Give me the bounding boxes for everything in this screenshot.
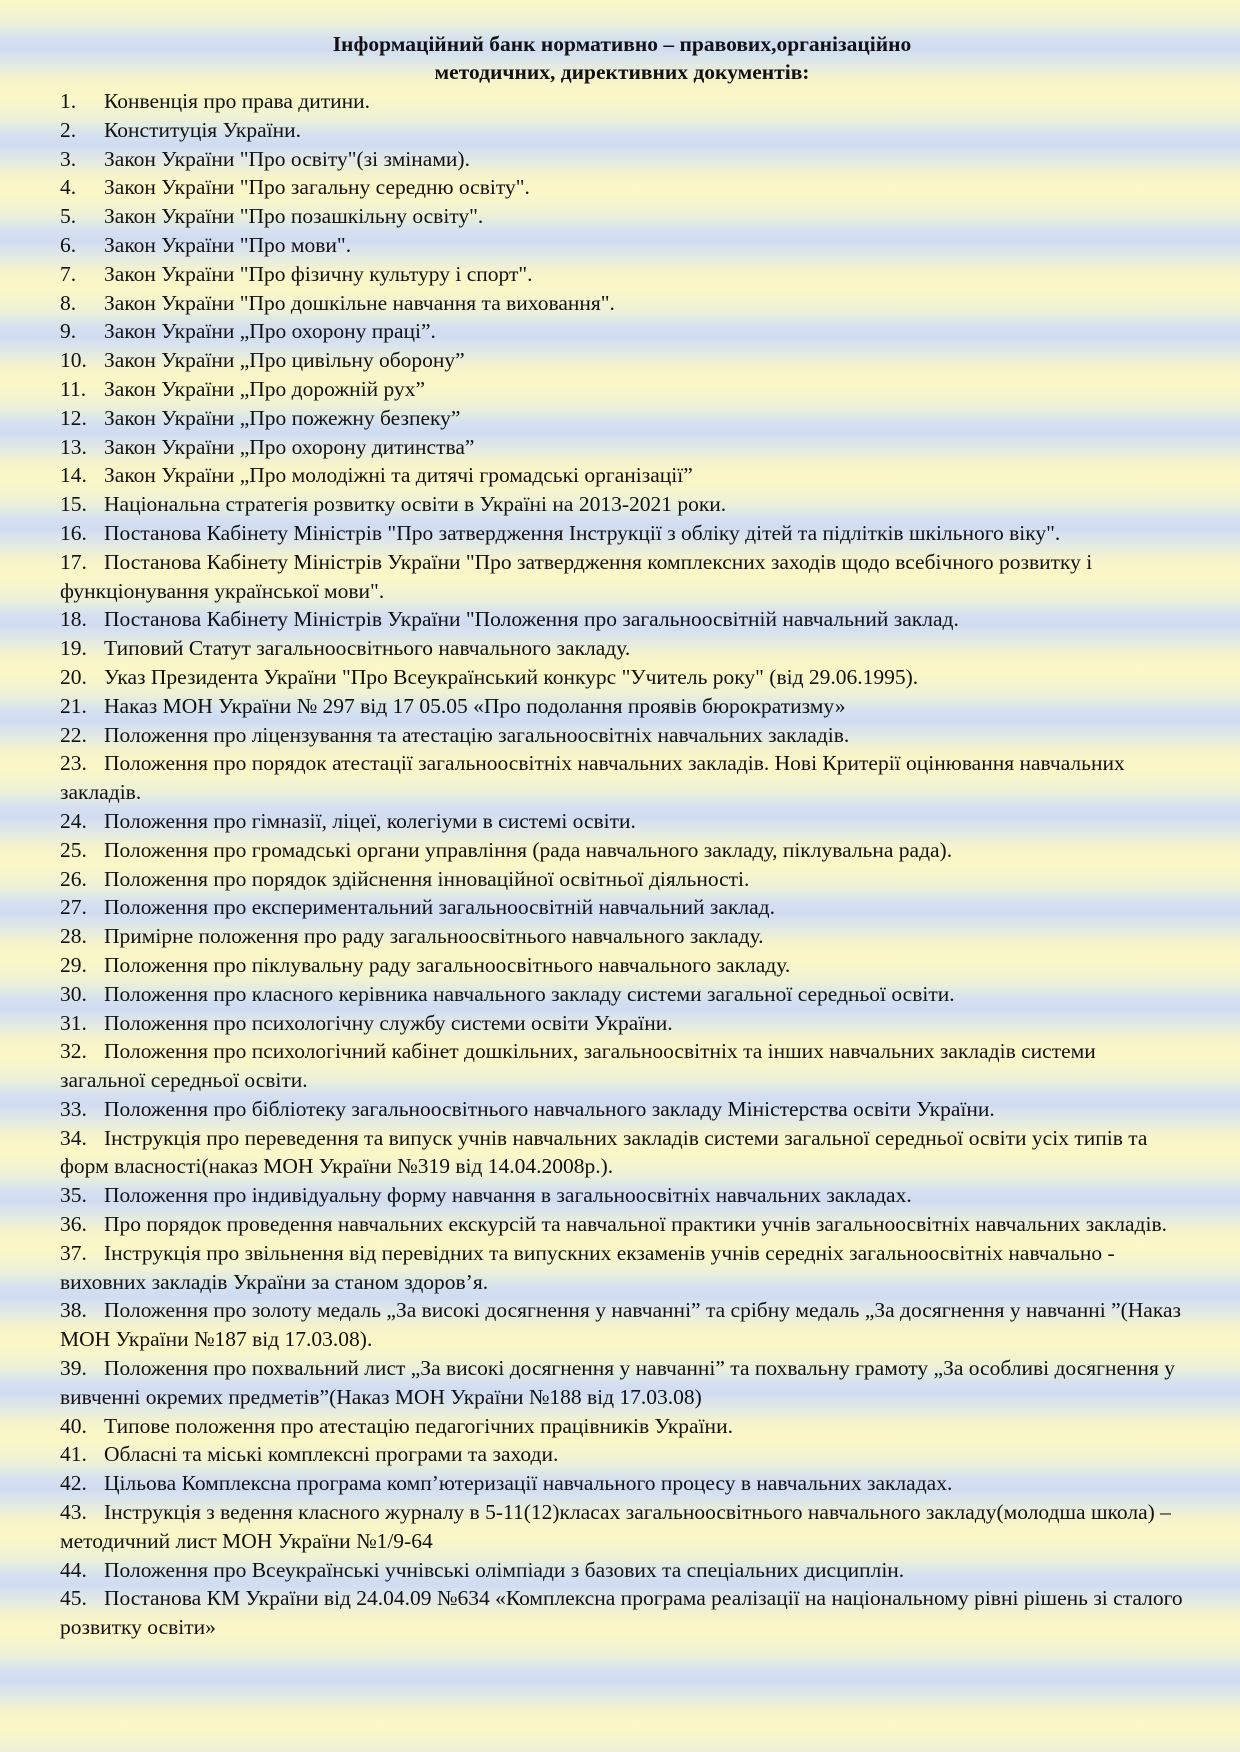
list-item-number: 19. <box>60 636 87 661</box>
list-item-number: 12. <box>60 405 87 430</box>
list-item <box>60 548 1184 606</box>
list-item-text: Положення про громадські органи управління (рада навчального закладу, піклувальна рада). <box>104 837 953 862</box>
list-item <box>60 202 1184 231</box>
list-item <box>60 836 1184 865</box>
list-item <box>60 1469 1184 1498</box>
list-item <box>60 807 1184 836</box>
list-item <box>60 87 1184 116</box>
list-item-number: 34. <box>60 1125 87 1150</box>
list-item-text: Постанова Кабінету Міністрів "Про затвердження Інструкції з обліку дітей та підлітків шкільного віку". <box>104 520 1061 545</box>
list-item-text: Інструкція з ведення класного журналу в 5-11(12)класах загальноосвітнього навчального закладу(молодша школа) – методичний лист МОН України №1/9-64 <box>60 1500 1171 1553</box>
list-item-number: 20. <box>60 664 87 689</box>
list-item-number: 5. <box>60 204 77 229</box>
list-item-number: 6. <box>60 232 77 257</box>
list-item <box>60 1095 1184 1124</box>
list-item <box>60 1124 1184 1182</box>
list-item <box>60 634 1184 663</box>
list-item-text: Положення про класного керівника навчального закладу системи загальної середньої освіти. <box>104 981 955 1006</box>
list-item-text: Конституція України. <box>104 117 302 142</box>
list-item-number: 25. <box>60 837 87 862</box>
list-item-number: 13. <box>60 434 87 459</box>
list-item-text: Закон України "Про фізичну культуру і спорт". <box>104 261 533 286</box>
list-item-number: 44. <box>60 1557 87 1582</box>
list-item <box>60 519 1184 548</box>
list-item-text: Інструкція про переведення та випуск учнів навчальних закладів системи загальної середньої освіти усіх типів та форм власності(наказ МОН України №319 від 14.04.2008р.). <box>60 1125 1148 1179</box>
list-item <box>60 951 1184 980</box>
list-item-number: 31. <box>60 1010 87 1035</box>
list-item-number: 14. <box>60 463 87 488</box>
list-item-text: Закон України "Про позашкільну освіту". <box>104 204 484 229</box>
list-item <box>60 922 1184 951</box>
list-item-number: 40. <box>60 1413 87 1438</box>
list-item-text: Положення про піклувальну раду загальноосвітнього навчального закладу. <box>104 952 791 977</box>
list-item-number: 18. <box>60 607 87 632</box>
list-item-text: Постанова Кабінету Міністрів України "Положення про загальноосвітній навчальний заклад. <box>104 607 959 632</box>
list-item-text: Положення про гімназії, ліцеї, колегіуми в системі освіти. <box>104 808 636 833</box>
list-item-text: Національна стратегія розвитку освіти в Україні на 2013-2021 роки. <box>104 492 727 517</box>
list-item-text: Закон України "Про освіту"(зі змінами). <box>104 146 470 171</box>
list-item <box>60 663 1184 692</box>
list-item-text: Положення про золоту медаль „За високі досягнення у навчанні” та срібну медаль „За досягнення у навчанні ”(Наказ МОН України №187 від 17.03.08). <box>60 1298 1181 1352</box>
list-item-text: Закон України „Про пожежну безпеку” <box>104 405 461 430</box>
list-item-number: 17. <box>60 549 87 574</box>
list-item <box>60 1412 1184 1441</box>
list-item-text: Наказ МОН України № 297 від 17 05.05 «Про подолання проявів бюрократизму» <box>104 693 846 718</box>
list-item-number: 41. <box>60 1442 87 1467</box>
document-title <box>60 30 1184 86</box>
list-item-number: 3. <box>60 146 77 171</box>
list-item-text: Закон України "Про загальну середню освіту". <box>104 175 530 200</box>
list-item-text: Конвенція про права дитини. <box>104 89 371 113</box>
list-item <box>60 865 1184 894</box>
list-item <box>60 1440 1184 1469</box>
list-item-number: 45. <box>60 1586 87 1611</box>
list-item-number: 22. <box>60 722 87 747</box>
list-item-text: Цільова Комплексна програма комп’ютеризації навчального процесу в навчальних закладах. <box>104 1471 953 1496</box>
list-item-number: 37. <box>60 1240 87 1265</box>
list-item <box>60 692 1184 721</box>
list-item-text: Положення про Всеукраїнські учнівські олімпіади з базових та спеціальних дисциплін. <box>104 1557 905 1582</box>
list-item <box>60 231 1184 260</box>
list-item-text: Положення про бібліотеку загальноосвітнього навчального закладу Міністерства освіти України. <box>104 1096 995 1121</box>
list-item-text: Положення про похвальний лист „За високі досягнення у навчанні” та похвальну грамоту „За особливі досягнення у вивченні окремих предметів”(Наказ МОН України №188 від 17.03.08) <box>60 1356 1176 1409</box>
list-item-text: Положення про порядок атестації загальноосвітніх навчальних закладів. Нові Критерії оцінювання навчальних закладів. <box>60 751 1125 805</box>
list-item <box>60 346 1184 375</box>
list-item-number: 30. <box>60 981 87 1006</box>
list-item <box>60 1584 1184 1642</box>
list-item-number: 35. <box>60 1183 87 1208</box>
list-item-text: Закон України "Про дошкільне навчання та виховання". <box>104 290 615 315</box>
title-line-2: методичних, директивних документів: <box>434 60 810 84</box>
list-item <box>60 749 1184 807</box>
list-item-text: Закон України „Про цивільну оборону” <box>104 348 465 373</box>
list-item-text: Обласні та міські комплексні програми та заходи. <box>104 1442 559 1467</box>
list-item-number: 39. <box>60 1356 87 1381</box>
list-item-number: 16. <box>60 520 87 545</box>
list-item-text: Примірне положення про раду загальноосвітнього навчального закладу. <box>104 924 764 949</box>
list-item-number: 1. <box>60 89 77 113</box>
list-item <box>60 289 1184 318</box>
list-item-number: 2. <box>60 117 77 142</box>
list-item <box>60 490 1184 519</box>
list-item <box>60 1037 1184 1095</box>
list-item <box>60 317 1184 346</box>
list-item-number: 11. <box>60 376 87 401</box>
list-item-number: 9. <box>60 319 77 344</box>
list-item-text: Положення про психологічний кабінет дошкільних, загальноосвітніх та інших навчальних закладів системи загальної середньої освіти. <box>60 1039 1096 1093</box>
list-item <box>60 1210 1184 1239</box>
list-item <box>60 605 1184 634</box>
list-item <box>60 1181 1184 1210</box>
list-item <box>60 1296 1184 1354</box>
list-item-number: 36. <box>60 1212 87 1237</box>
list-item <box>60 375 1184 404</box>
list-item-number: 26. <box>60 866 87 891</box>
list-item <box>60 1556 1184 1585</box>
list-item <box>60 404 1184 433</box>
list-item <box>60 173 1184 202</box>
list-item-number: 21. <box>60 693 87 718</box>
list-item-text: Положення про індивідуальну форму навчання в загальноосвітніх навчальних закладах. <box>104 1183 912 1208</box>
list-item <box>60 1354 1184 1412</box>
list-item <box>60 116 1184 145</box>
list-item-text: Про порядок проведення навчальних екскурсій та навчальної практики учнів загальноосвітніх навчальних закладів. <box>104 1212 1168 1237</box>
list-item-text: Положення про експериментальний загальноосвітній навчальний заклад. <box>104 895 775 920</box>
list-item <box>60 260 1184 289</box>
list-item-text: Положення про порядок здійснення інноваційної освітньої діяльності. <box>104 866 750 891</box>
list-item-text: Указ Президента України "Про Всеукраїнський конкурс "Учитель року" (від 29.06.1995). <box>104 664 919 689</box>
list-item <box>60 1239 1184 1297</box>
list-item-number: 15. <box>60 492 87 517</box>
list-item-text: Положення про ліцензування та атестацію загальноосвітніх навчальних закладів. <box>104 722 850 747</box>
list-item-number: 10. <box>60 348 87 373</box>
list-item-text: Постанова КМ України від 24.04.09 №634 «Комплексна програма реалізації на національному рівні рішень зі сталого розвитку освіти» <box>60 1586 1183 1640</box>
list-item-number: 4. <box>60 175 77 200</box>
document-page <box>60 30 1184 1642</box>
list-item-number: 38. <box>60 1298 87 1323</box>
list-item <box>60 433 1184 462</box>
list-item-number: 28. <box>60 924 87 949</box>
list-item <box>60 1009 1184 1038</box>
list-item-number: 27. <box>60 895 87 920</box>
list-item-text: Типове положення про атестацію педагогічних працівників України. <box>104 1413 733 1438</box>
list-item-text: Положення про психологічну службу системи освіти України. <box>104 1010 673 1035</box>
list-item-text: Закон України „Про дорожній рух” <box>104 376 426 401</box>
list-item-text: Закон України „Про молодіжні та дитячі громадські організації” <box>104 463 693 488</box>
list-item <box>60 145 1184 174</box>
list-item <box>60 461 1184 490</box>
list-item-number: 33. <box>60 1096 87 1121</box>
list-item-number: 8. <box>60 290 77 315</box>
list-item <box>60 721 1184 750</box>
list-item-text: Постанова Кабінету Міністрів України "Про затвердження комплексних заходів щодо всебічного розвитку і функціонування української мови". <box>60 549 1093 603</box>
list-item-text: Закон України „Про охорону праці”. <box>104 319 436 344</box>
documents-list <box>60 87 1184 1642</box>
list-item-number: 23. <box>60 751 87 776</box>
list-item-text: Інструкція про звільнення від перевідних та випускних екзаменів учнів середніх загальноосвітніх навчально - виховних закладів України за станом здоров’я. <box>60 1240 1115 1294</box>
list-item-number: 29. <box>60 952 87 977</box>
list-item <box>60 1498 1184 1556</box>
list-item-text: Типовий Статут загальноосвітнього навчального закладу. <box>104 636 631 661</box>
list-item-number: 24. <box>60 808 87 833</box>
list-item <box>60 893 1184 922</box>
list-item-number: 32. <box>60 1039 87 1064</box>
list-item-number: 43. <box>60 1500 87 1525</box>
list-item-text: Закон України „Про охорону дитинства” <box>104 434 475 459</box>
list-item <box>60 980 1184 1009</box>
list-item-text: Закон України "Про мови". <box>104 232 352 257</box>
list-item-number: 42. <box>60 1471 87 1496</box>
list-item-number: 7. <box>60 261 77 286</box>
title-line-1: Інформаційний банк нормативно – правових,організаційно <box>332 32 912 56</box>
